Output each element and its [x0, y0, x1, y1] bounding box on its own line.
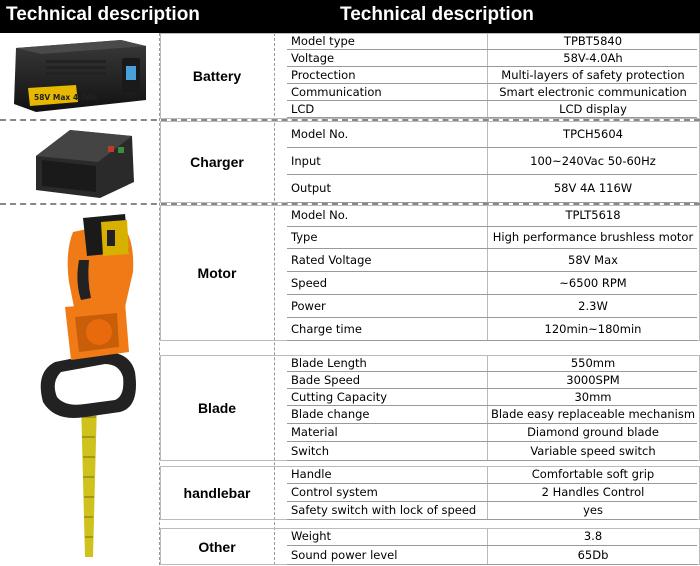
header-bar [0, 0, 700, 33]
spec-label: Blade Length [291, 355, 367, 370]
spec-value: Diamond ground blade [527, 425, 659, 439]
spec-label: Communication [291, 84, 382, 99]
spec-label: Sound power level [291, 547, 398, 562]
cell-divider [487, 227, 488, 248]
spec-value: 58V 4A 116W [553, 181, 633, 195]
spec-row [287, 121, 697, 148]
category-charger: Charger [190, 154, 244, 170]
spec-value: 100~240Vac 50-60Hz [530, 153, 656, 168]
cell-divider [487, 318, 488, 340]
cell-divider [487, 484, 488, 501]
spec-label: Material [291, 425, 338, 439]
spec-label: Rated Voltage [291, 252, 372, 267]
spec-value: 65Db [577, 547, 609, 562]
cell-divider [487, 372, 488, 388]
spec-label: Cutting Capacity [291, 389, 388, 404]
spec-value: Multi-layers of safety protection [501, 67, 685, 82]
header-title-left: Technical description [6, 4, 200, 25]
cell-divider [487, 101, 488, 117]
cell-divider [487, 272, 488, 294]
spec-label: LCD [291, 101, 315, 116]
spec-row [287, 50, 697, 67]
cell-divider [487, 442, 488, 460]
spec-value: 2 Handles Control [541, 485, 645, 499]
spec-value: Blade easy replaceable mechanism [490, 407, 696, 421]
spec-label: Type [291, 230, 318, 244]
cell-divider [487, 546, 488, 564]
spec-value: 2.3W [578, 298, 608, 313]
spec-row [287, 546, 697, 565]
cell-divider [487, 406, 488, 423]
category-blade: Blade [197, 400, 237, 416]
spec-value: Variable speed switch [530, 443, 656, 458]
spec-row [287, 101, 697, 118]
spec-row [287, 372, 697, 389]
spec-row [287, 318, 697, 341]
cell-divider [487, 33, 488, 49]
cell-divider [487, 355, 488, 371]
spec-label: Speed [291, 275, 328, 290]
spec-value: 58V Max [568, 252, 618, 267]
category-battery: Battery [192, 68, 242, 84]
header-title-right: Technical description [340, 4, 534, 25]
spec-value: 120min~180min [544, 321, 642, 336]
spec-label: Charge time [291, 321, 362, 336]
spec-value: 30mm [574, 389, 612, 404]
spec-label: Blade change [291, 407, 370, 421]
category-other: Other [198, 538, 236, 555]
spec-row [287, 67, 697, 84]
hedge-trimmer-image [25, 212, 155, 562]
spec-value: 3.8 [583, 529, 603, 543]
spec-label: Voltage [291, 50, 335, 65]
spec-row [287, 227, 697, 249]
spec-label: Switch [291, 443, 330, 458]
cell-divider [487, 121, 488, 147]
spec-label: Model No. [291, 208, 349, 222]
cell-divider [487, 50, 488, 66]
spec-label: Safety switch with lock of speed [291, 503, 477, 517]
cell-divider [487, 295, 488, 317]
spec-value: ~6500 RPM [559, 275, 627, 290]
spec-label: Input [291, 153, 321, 168]
spec-row [287, 249, 697, 272]
category-motor: Motor [197, 265, 237, 281]
cell-divider [487, 424, 488, 441]
spec-row [287, 442, 697, 461]
charger-image [30, 126, 140, 200]
spec-value: 58V-4.0Ah [563, 50, 623, 65]
cell-divider [487, 389, 488, 405]
spec-value: Smart electronic communication [499, 84, 687, 99]
spec-label: Proctection [291, 67, 356, 82]
spec-row [287, 205, 697, 227]
spec-label: Model type [291, 33, 355, 48]
spec-value: High performance brushless motor [492, 230, 694, 244]
spec-row [287, 355, 697, 372]
spec-row [287, 272, 697, 295]
spec-value: TPBT5840 [563, 33, 623, 48]
spec-row [287, 406, 697, 424]
spec-value: TPCH5604 [563, 126, 623, 141]
spec-value: yes [583, 503, 603, 517]
spec-row [287, 148, 697, 175]
spec-label: Power [291, 298, 326, 313]
spec-label: Weight [291, 529, 332, 543]
spec-row [287, 528, 697, 546]
spec-row [287, 33, 697, 50]
spec-label: Model No. [291, 126, 349, 141]
cell-divider [487, 249, 488, 271]
spec-row [287, 466, 697, 484]
category-handlebar: handlebar [183, 485, 251, 501]
spec-row [287, 389, 697, 406]
spec-label: Bade Speed [291, 372, 361, 387]
spec-row [287, 175, 697, 203]
cell-divider [487, 466, 488, 483]
spec-value: 550mm [570, 355, 616, 370]
spec-row [287, 295, 697, 318]
spec-row [287, 84, 697, 101]
cell-divider [487, 84, 488, 100]
cell-divider [487, 205, 488, 226]
spec-value: Comfortable soft grip [531, 467, 655, 481]
spec-value: 3000SPM [566, 372, 620, 387]
cell-divider [487, 148, 488, 174]
cell-divider [487, 175, 488, 202]
spec-label: Output [291, 181, 331, 195]
battery-image [6, 38, 154, 116]
spec-label: Handle [291, 467, 332, 481]
spec-row [287, 502, 697, 520]
spec-row [287, 424, 697, 442]
spec-label: Control system [291, 485, 378, 499]
spec-value: TPLT5618 [565, 208, 621, 222]
spec-value: LCD display [559, 101, 627, 116]
battery-label-text: 58V Max 4.0Ah [34, 93, 98, 102]
cell-divider [487, 502, 488, 519]
cell-divider [487, 528, 488, 545]
cell-divider [487, 67, 488, 83]
spec-row [287, 484, 697, 502]
